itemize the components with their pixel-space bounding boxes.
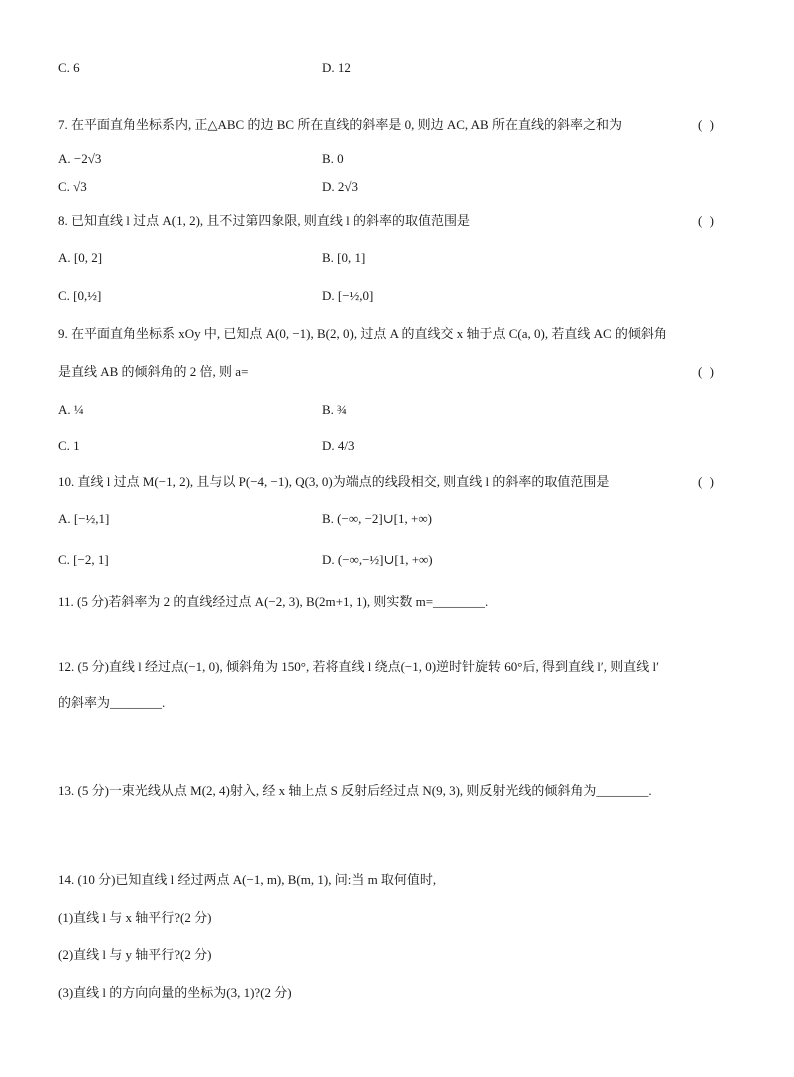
q12-stem: 12. (5 分)直线 l 经过点(−1, 0), 倾斜角为 150°, 若将直线 l 绕点(−1, 0)逆时针旋转 60°后, 得到直线 l′, 则直线 l′ (58, 659, 659, 674)
q14-part-3: (3)直线 l 的方向向量的坐标为(3, 1)?(2 分) (58, 985, 292, 1000)
q14-part-2: (2)直线 l 与 y 轴平行?(2 分) (58, 947, 212, 962)
q8-option-b: B. [0, 1] (322, 250, 366, 265)
q7-option-b: B. 0 (322, 151, 344, 166)
q8-option-a: A. [0, 2] (58, 250, 103, 265)
q10-answer-paren: ( ) (698, 474, 716, 489)
q9-stem-continued: 是直线 AB 的倾斜角的 2 倍, 则 a= (58, 364, 249, 379)
q10-option-b: B. (−∞, −2]∪[1, +∞) (322, 511, 432, 526)
q7-option-c: C. √3 (58, 179, 87, 194)
q8-answer-paren: ( ) (698, 213, 716, 228)
q11-stem: 11. (5 分)若斜率为 2 的直线经过点 A(−2, 3), B(2m+1, 1), 则实数 m=________. (58, 594, 489, 609)
q7-stem: 7. 在平面直角坐标系内, 正△ABC 的边 BC 所在直线的斜率是 0, 则边 AC, AB 所在直线的斜率之和为 (58, 117, 622, 132)
q7-option-d: D. 2√3 (322, 179, 359, 194)
q8-option-d: D. [−½,0] (322, 288, 374, 303)
q7-option-a: A. −2√3 (58, 151, 102, 166)
q12-stem-continued: 的斜率为________. (58, 695, 166, 710)
q9-stem: 9. 在平面直角坐标系 xOy 中, 已知点 A(0, −1), B(2, 0), 过点 A 的直线交 x 轴于点 C(a, 0), 若直线 AC 的倾斜角 (58, 326, 667, 341)
q6-option-d: D. 12 (322, 60, 351, 75)
q13-stem: 13. (5 分)一束光线从点 M(2, 4)射入, 经 x 轴上点 S 反射后经过点 N(9, 3), 则反射光线的倾斜角为________. (58, 783, 652, 798)
q14-stem: 14. (10 分)已知直线 l 经过两点 A(−1, m), B(m, 1), 问:当 m 取何值时, (58, 872, 437, 887)
q6-option-c: C. 6 (58, 60, 80, 75)
q7-answer-paren: ( ) (698, 117, 716, 132)
q9-option-a: A. ¼ (58, 402, 84, 417)
q14-part-1: (1)直线 l 与 x 轴平行?(2 分) (58, 910, 212, 925)
q10-option-d: D. (−∞,−½]∪[1, +∞) (322, 552, 433, 567)
q10-option-a: A. [−½,1] (58, 511, 110, 526)
q8-stem: 8. 已知直线 l 过点 A(1, 2), 且不过第四象限, 则直线 l 的斜率的取值范围是 (58, 213, 471, 228)
q9-option-d: D. 4/3 (322, 438, 355, 453)
q10-stem: 10. 直线 l 过点 M(−1, 2), 且与以 P(−4, −1), Q(3, 0)为端点的线段相交, 则直线 l 的斜率的取值范围是 (58, 474, 610, 489)
q9-option-b: B. ¾ (322, 402, 347, 417)
q8-option-c: C. [0,½] (58, 288, 102, 303)
q9-answer-paren: ( ) (698, 364, 716, 379)
q10-option-c: C. [−2, 1] (58, 552, 109, 567)
q9-option-c: C. 1 (58, 438, 80, 453)
